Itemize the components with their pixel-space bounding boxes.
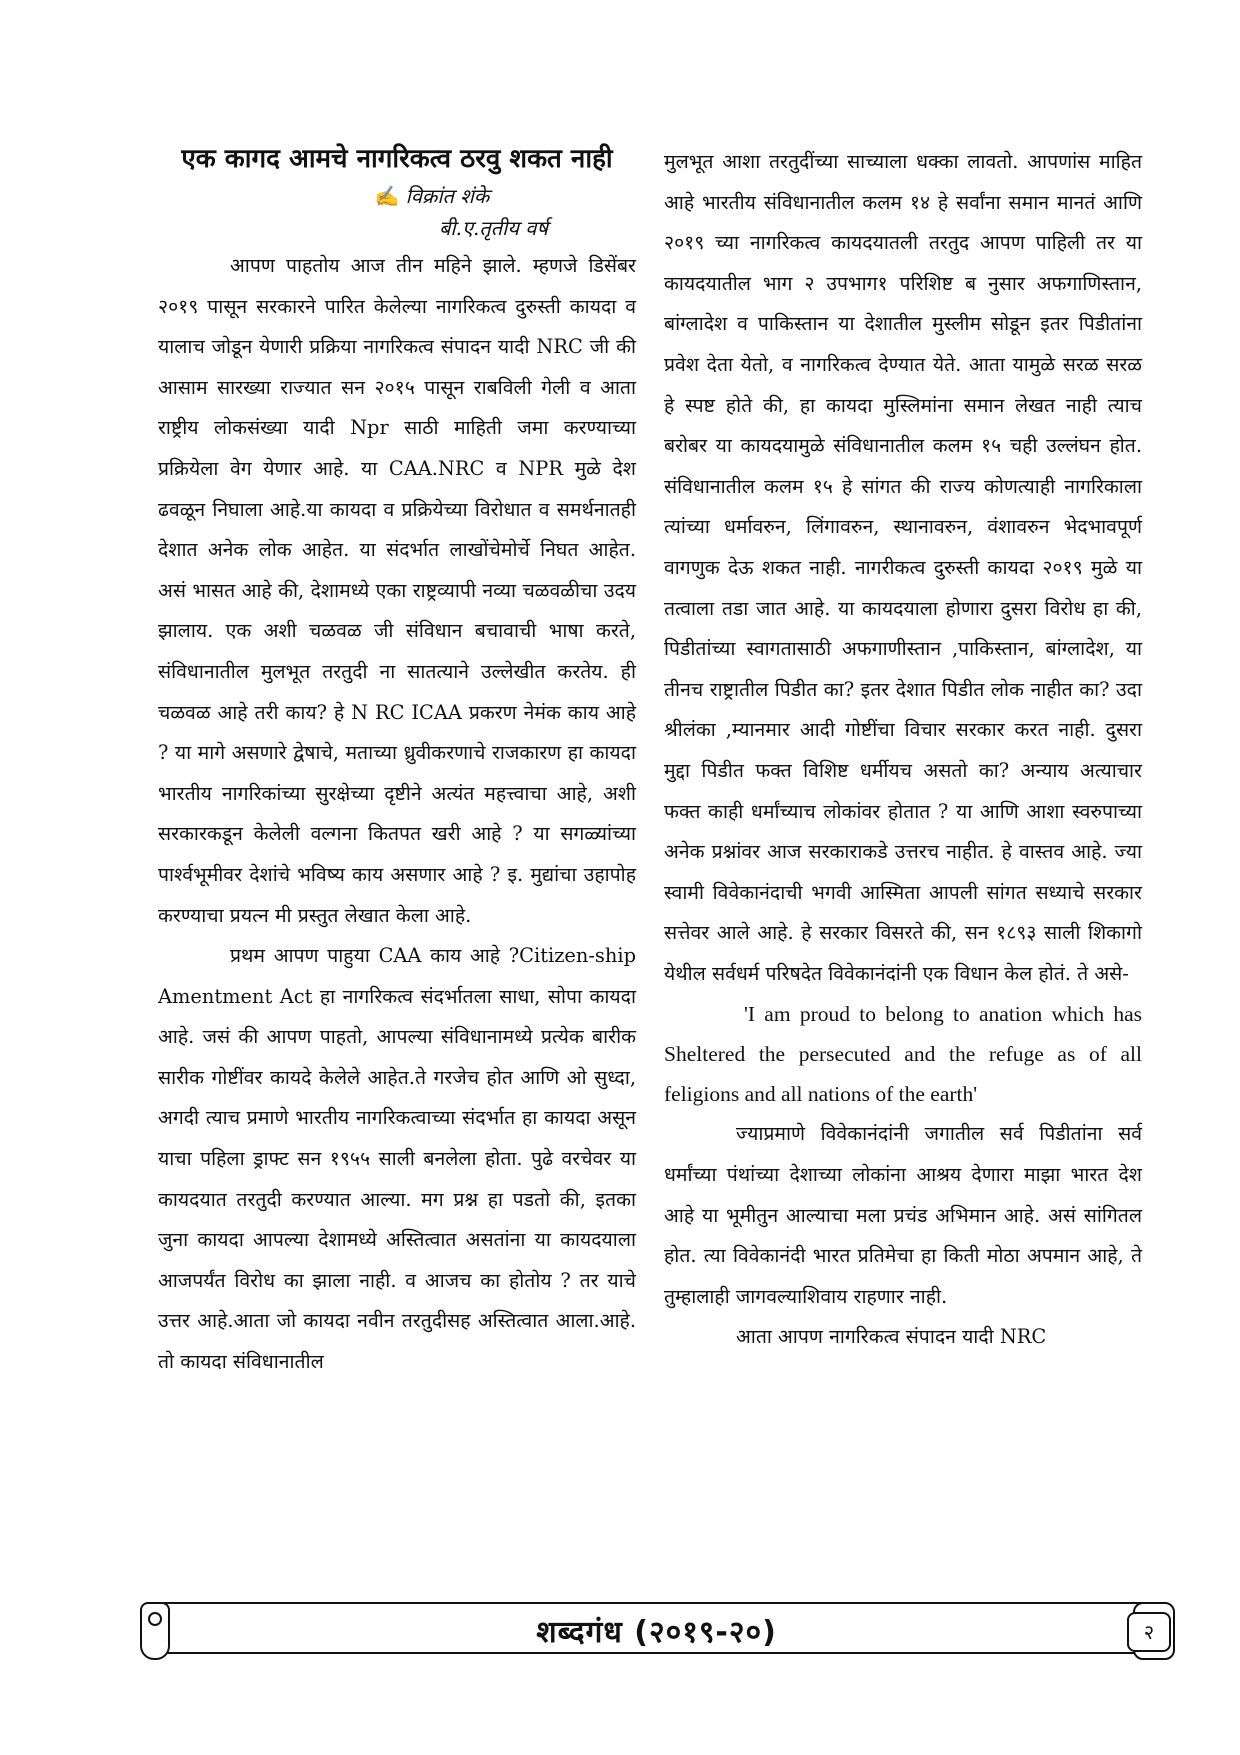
pen-icon: ✍ bbox=[374, 184, 400, 208]
paragraph: मुलभूत आशा तरतुदींच्या साच्याला धक्का लावतो. आपणांस माहित आहे भारतीय संविधानातील कलम १४ हे सर्वांना समान मानतं आणि २०१९ च्या नागरिकत्व कायदयातली तरतुद आपण पाहिली तर या कायदयातील भाग २ उपभाग१ परिशिष्ट ब नुसार अफगाणिस्तान, बांग्लादेश व पाकिस्तान या देशातील मुस्लीम सोडून इतर पिडीतांना प्रवेश देता येतो, व नागरिकत्व देण्यात येते. आता यामुळे सरळ सरळ हे स्पष्ट होते की, हा कायदा मुस्लिमांना समान लेखत नाही त्याच बरोबर या कायदयामुळे संविधानातील कलम १५ चही उल्लंघन होत. संविधानातील कलम १५ हे सांगत की राज्य कोणत्याही नागरिकाला त्यांच्या धर्मावरुन, लिंगावरुन, स्थानावरुन, वंशावरुन भेदभावपूर्ण वागणुक देऊ शकत नाही. नागरीकत्व दुरुस्ती कायदा २०१९ मुळे या तत्वाला तडा जात आहे. या कायदयाला होणारा दुसरा विरोध हा की, पिडीतांच्या स्वागतासाठी अफगाणीस्तान ,पाकिस्तान, बांग्लादेश, या तीनच राष्ट्रातील पिडीत का? इतर देशात पिडीत लोक नाहीत का? उदा श्रीलंका ,म्यानमार आदी गोष्टींचा विचार सरकार करत नाही. दुसरा मुद्दा पिडीत फक्त विशिष्ट धर्मीयच असतो का? अन्याय अत्याचार फक्त काही धर्मांच्याच लोकांवर होतात ? या आणि आशा स्वरुपाच्या अनेक प्रश्नांवर आज सरकाराकडे उत्तरच नाहीत. हे वास्तव आहे. ज्या स्वामी विवेकानंदाची भगवी आस्मिता आपली सांगत सध्याचे सरकार सत्तेवर आले आहे. हे सरकार विसरते की, सन १८९३ साली शिकागो येथील सर्वधर्म परिषदेत विवेकानंदांनी एक विधान केल होतं. ते असे- bbox=[664, 150, 1142, 985]
page-footer bbox=[140, 1598, 1175, 1660]
footer-banner bbox=[164, 1602, 1149, 1654]
paragraph: आता आपण नागरिकत्व संपादन यादी NRC bbox=[736, 1325, 1047, 1349]
scroll-left-icon bbox=[140, 1602, 170, 1660]
author-class: बी.ए.तृतीय वर्ष bbox=[439, 216, 548, 240]
paragraph: ज्याप्रमाणे विवेकानंदांनी जगातील सर्व पिडीतांना सर्व धर्मांच्या पंथांच्या देशाच्या लोकांना आश्रय देणारा माझा भारत देश आहे या भूमीतुन आल्याचा मला प्रचंड अभिमान आहे. असं सांगितल होत. त्या विवेकानंदी भारत प्रतिमेचा हा किती मोठा अपमान आहे, ते तुम्हालाही जागवल्याशिवाय राहणार नाही. bbox=[664, 1122, 1142, 1308]
author-name: विक्रांत शंके bbox=[405, 184, 490, 208]
left-column bbox=[158, 142, 636, 1383]
page-number: २ bbox=[1127, 1612, 1171, 1652]
paragraph: प्रथम आपण पाहुया CAA काय आहे ?Citizen-ship Amentment Act हा नागरिकत्व संदर्भातला साधा, सोपा कायदा आहे. जसं की आपण पाहतो, आपल्या संविधानामध्ये प्रत्येक बारीक सारीक गोष्टींवर कायदे केलेले आहेत.ते गरजेच होत आणि ओ सुध्दा, अगदी त्याच प्रमाणे भारतीय नागरिकत्वाच्या संदर्भात हा कायदा असून याचा पहिला ड्राफ्ट सन १९५५ साली बनलेला होता. पुढे वरचेवर या कायदयात तरतुदी करण्यात आल्या. मग प्रश्न हा पडतो की, इतका जुना कायदा आपल्या देशामध्ये अस्तित्वात असतांना या कायदयाला आजपर्यंत विरोध का झाला नाही. व आजच का होतोय ? तर याचे उत्तर आहे.आता जो कायदा नवीन तरतुदीसह अस्तित्वात आला.आहे. तो कायदा संविधानातील bbox=[158, 944, 636, 1374]
paragraph: आपण पाहतोय आज तीन महिने झाले. म्हणजे डिसेंबर २०१९ पासून सरकारने पारित केलेल्या नागरिकत्व दुरुस्ती कायदा व यालाच जोडून येणारी प्रक्रिया नागरिकत्व संपादन यादी NRC जी की आसाम सारख्या राज्यात सन २०१५ पासून राबविली गेली व आता राष्ट्रीय लोकसंख्या यादी Npr साठी माहिती जमा करण्याच्या प्रक्रियेला वेग येणार आहे. या CAA.NRC व NPR मुळे देश ढवळून निघाला आहे.या कायदा व प्रक्रियेच्या विरोधात व समर्थनातही देशात अनेक लोक आहेत. या संदर्भात लाखोंचेमोर्चे निघत आहेत. असं भासत आहे की, देशामध्ये एका राष्ट्रव्यापी नव्या चळवळीचा उदय झालाय. एक अशी चळवळ जी संविधान बचावाची भाषा करते, संविधानातील मुलभूत तरतुदी ना सातत्याने उल्लेखीत करतेय. ही चळवळ आहे तरी काय? हे N RC ICAA प्रकरण नेमंक काय आहे ? या मागे असणारे द्वेषाचे, मताच्या ध्रुवीकरणाचे राजकारण हा कायदा भारतीय नागरिकांच्या सुरक्षेच्या दृष्टीने अत्यंत महत्त्वाचा आहे, अशी सरकारकडून केलेली वल्गना कितपत खरी आहे ? या सगळ्यांच्या पार्श्वभूमीवर देशांचे भविष्य काय असणार आहे ? इ. मुद्यांचा उहापोह करण्याचा प्रयत्न मी प्रस्तुत लेखात केला आहे. bbox=[158, 254, 636, 927]
magazine-title: शब्दगंध (२०१९-२०) bbox=[536, 1615, 777, 1650]
article-title: एक कागद आमचे नागरिकत्व ठरवु शकत नाही bbox=[181, 144, 613, 174]
author-byline bbox=[158, 180, 636, 212]
right-column bbox=[664, 142, 1142, 1358]
quote-paragraph: 'I am proud to belong to anation which has Sheltered the persecuted and the refuge as of all feligions and all nations of the earth' bbox=[664, 1002, 1142, 1107]
